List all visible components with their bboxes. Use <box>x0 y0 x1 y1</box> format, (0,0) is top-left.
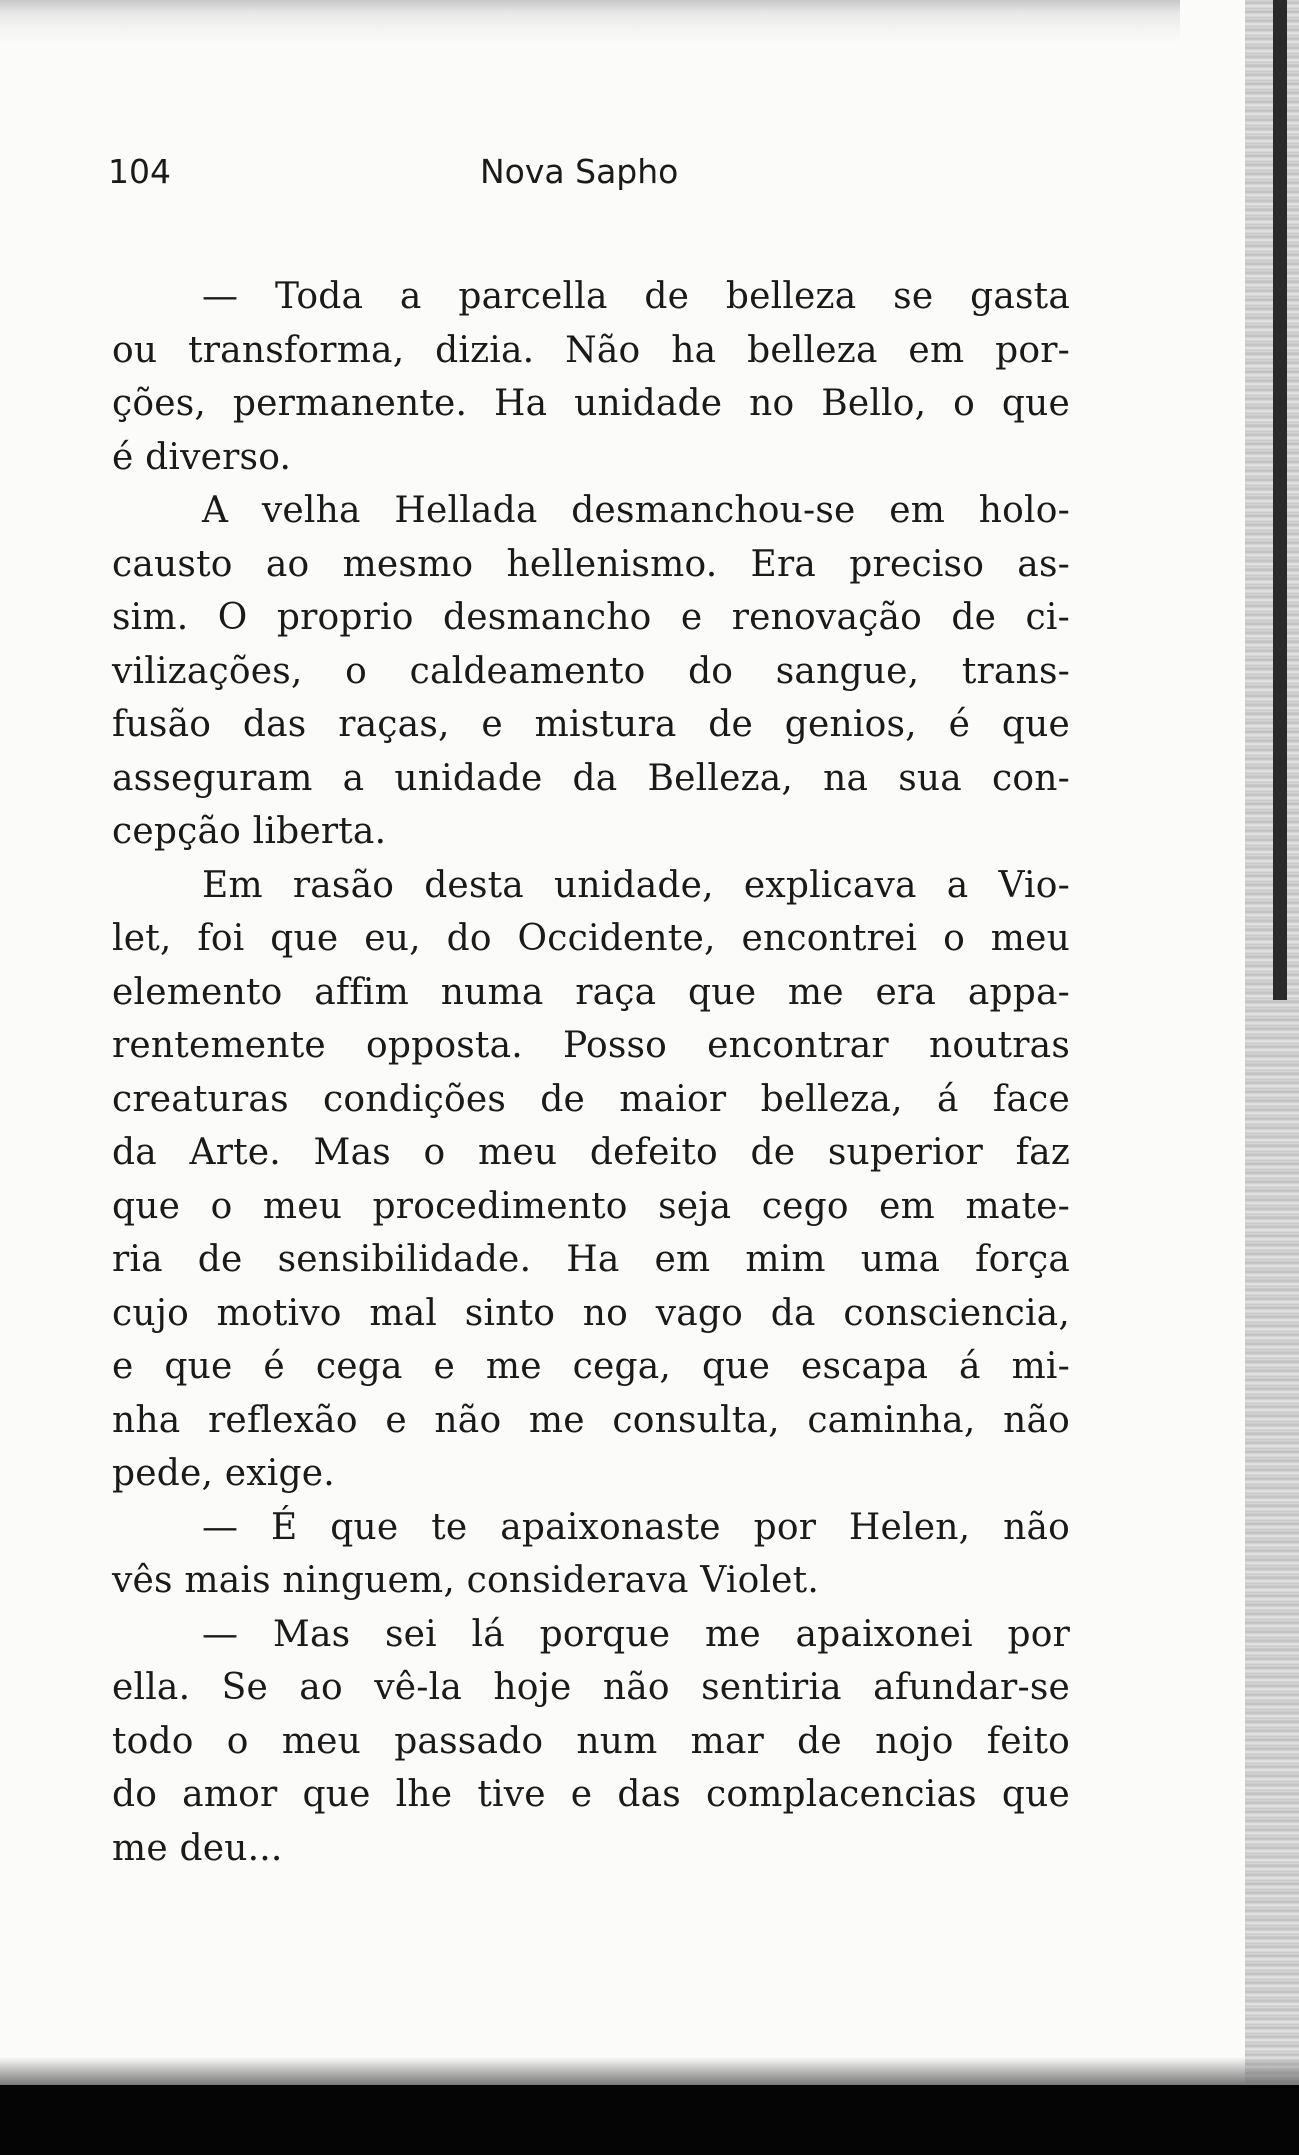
page-number: 104 <box>108 152 171 191</box>
text-line: pede, exige. <box>112 1453 335 1494</box>
text-line: cepção liberta. <box>112 811 387 852</box>
text-line: cujo motivo mal sinto no vago da consciencia, <box>112 1292 1070 1334</box>
scan-bottom-edge <box>0 2085 1299 2155</box>
text-line: — É que te apaixonaste por Helen, não <box>202 1506 1070 1548</box>
text-line: é diverso. <box>112 436 292 478</box>
running-title: Nova Sapho <box>480 152 679 191</box>
text-line: let, foi que eu, do Occidente, encontrei o meu <box>112 918 1070 959</box>
text-line: causto ao mesmo hellenismo. Era preciso as- <box>112 543 1070 585</box>
text-line: do amor que lhe tive e das complacencias que <box>112 1774 1070 1815</box>
text-line: ções, permanente. Ha unidade no Bello, o que <box>112 383 1070 424</box>
page-header <box>108 152 1068 200</box>
scan-binding-shadow <box>1273 0 1287 1000</box>
text-line: A velha Hellada desmanchou-se em holo- <box>202 490 1070 531</box>
text-line: fusão das raças, e mistura de genios, é que <box>112 704 1070 745</box>
text-line: vês mais ninguem, considerava Violet. <box>112 1560 819 1601</box>
text-line: — Mas sei lá porque me apaixonei por <box>202 1613 1070 1655</box>
text-line: creaturas condições de maior belleza, á face <box>112 1078 1070 1120</box>
text-line: ria de sensibilidade. Ha em mim uma força <box>112 1239 1070 1280</box>
text-line: me deu... <box>112 1827 283 1869</box>
text-line: asseguram a unidade da Belleza, na sua con- <box>112 757 1070 799</box>
text-line: rentemente opposta. Posso encontrar noutras <box>112 1025 1070 1066</box>
text-line: e que é cega e me cega, que escapa á mi- <box>112 1346 1070 1387</box>
body-text <box>112 270 1070 1875</box>
text-line: que o meu procedimento seja cego em mate- <box>112 1185 1070 1227</box>
scan-top-edge <box>0 0 1180 44</box>
text-line: — Toda a parcella de belleza se gasta <box>202 276 1070 317</box>
text-line: elemento affim numa raça que me era appa- <box>112 971 1070 1013</box>
text-line: Em rasão desta unidade, explicava a Vio- <box>202 864 1070 906</box>
text-line: todo o meu passado num mar de nojo feito <box>112 1720 1070 1762</box>
text-line: ella. Se ao vê-la hoje não sentiria afundar-se <box>112 1667 1070 1708</box>
text-line: vilizações, o caldeamento do sangue, trans- <box>112 650 1070 692</box>
text-line: ou transforma, dizia. Não ha belleza em por- <box>112 329 1070 371</box>
text-line: nha reflexão e não me consulta, caminha, não <box>112 1399 1070 1441</box>
text-line: sim. O proprio desmancho e renovação de ci- <box>112 597 1070 638</box>
text-line: da Arte. Mas o meu defeito de superior faz <box>112 1132 1070 1173</box>
scan-binding-edge <box>1245 0 1299 2155</box>
scan-bottom-shadow <box>0 2057 1299 2085</box>
